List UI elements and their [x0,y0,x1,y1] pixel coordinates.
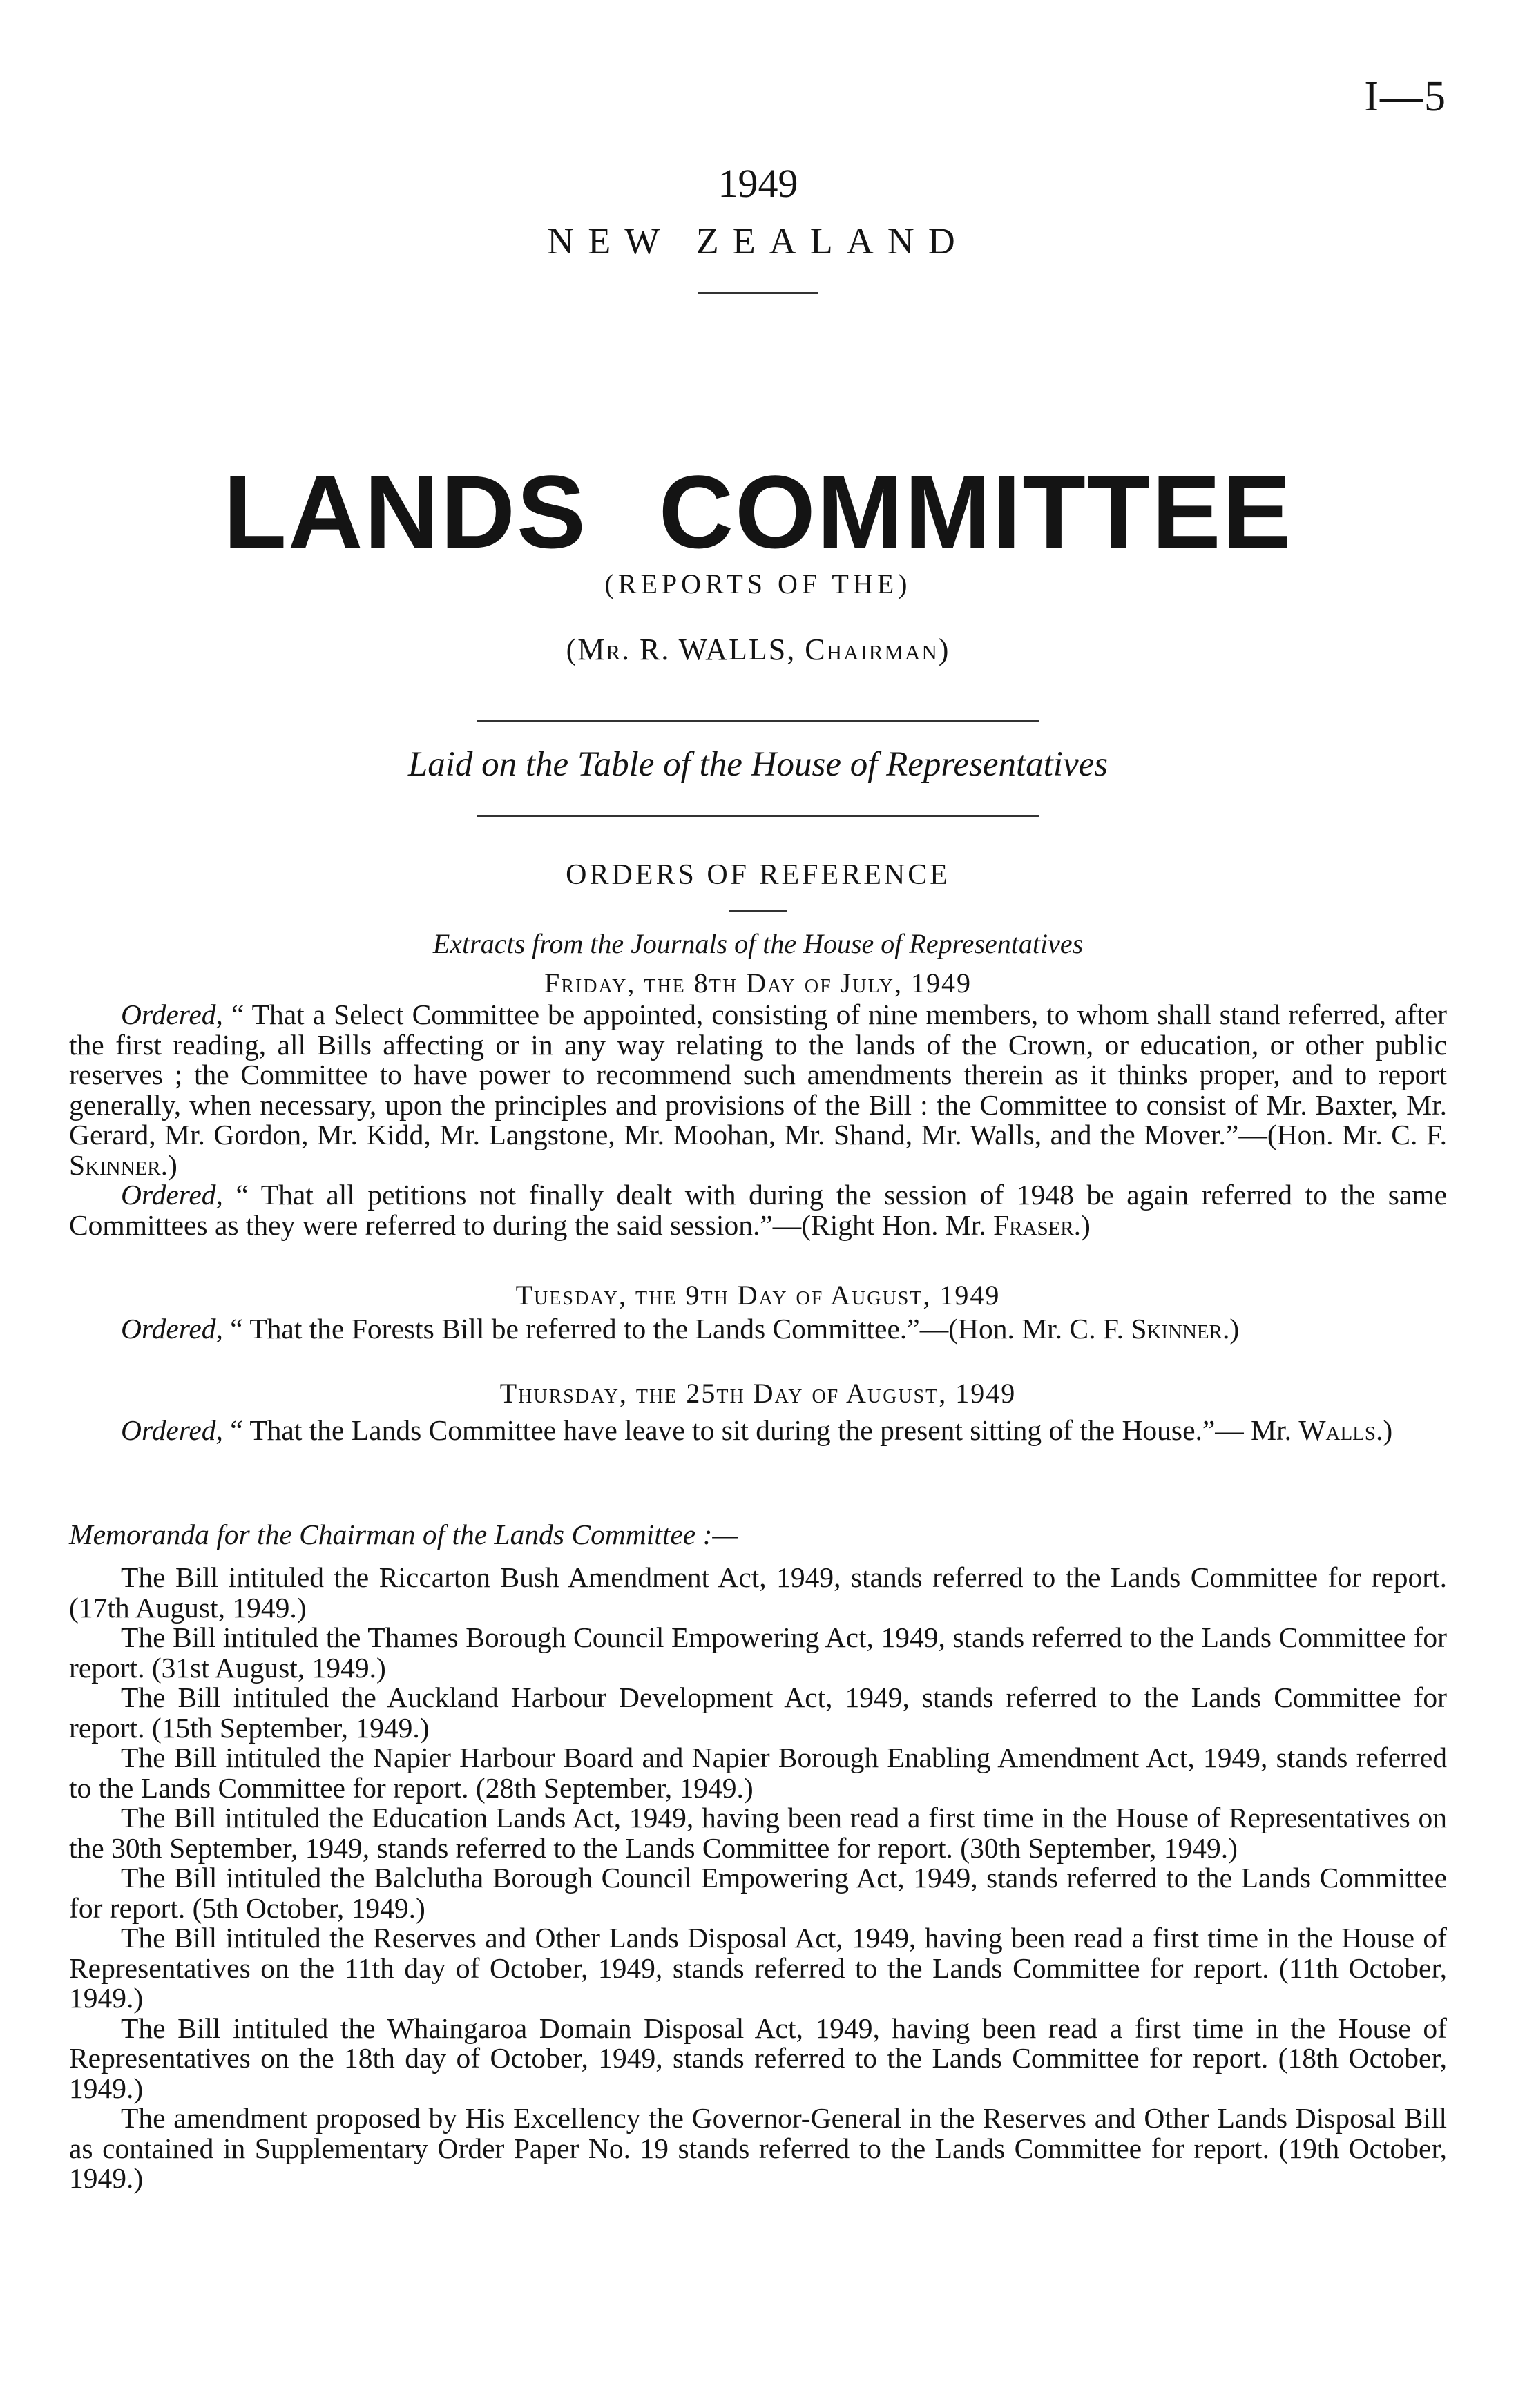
mover-name: Fraser [993,1208,1074,1241]
ordered-label: Ordered, [121,1414,223,1446]
date-heading: Thursday, the 25th Day of August, 1949 [499,1378,1017,1409]
paper-reference: I—5 [1364,73,1447,120]
mover-name: Skinner [69,1148,161,1181]
order-block [69,1000,1447,1240]
order-text: “ That all petitions not finally dealt with during the session of 1948 be again referred to the same Committees as they were referred to during the said session.”—(Right Hon. Mr. [69,1179,1447,1241]
order-block [69,1314,1447,1345]
memorandum-paragraph: The Bill intituled the Balclutha Borough Council Empowering Act, 1949, stands referred to the Lands Committee for report. (5th October, 1949.) [69,1862,1447,1924]
extracts-heading: Extracts from the Journals of the House of Representatives [432,928,1084,959]
mover-name: Walls [1298,1414,1376,1446]
order-tail: .) [1222,1313,1240,1345]
ordered-label: Ordered, [121,999,223,1030]
chairman-line: (Mr. R. WALLS, Chairman) [566,633,950,666]
memorandum-paragraph: The Bill intituled the Riccarton Bush Amendment Act, 1949, stands referred to the Lands Committee for report. (17th August, 1949.) [69,1561,1447,1624]
memorandum-paragraph: The Bill intituled the Auckland Harbour Development Act, 1949, stands referred to the Lands Committee for report. (15th September, 1949.) [69,1682,1447,1744]
ordered-label: Ordered, [121,1179,223,1211]
order-paragraph [69,1416,1447,1446]
short-divider [698,292,818,294]
divider-rule [477,720,1039,722]
mover-name: Skinner [1131,1313,1222,1345]
date-heading: Tuesday, the 9th Day of August, 1949 [515,1280,1001,1311]
memoranda-list [69,1563,1447,2194]
main-title: LANDS COMMITTEE [223,454,1293,570]
date-heading: Friday, the 8th Day of July, 1949 [544,967,972,999]
divider-rule [477,815,1039,817]
order-block [69,1416,1447,1446]
memorandum-paragraph: The amendment proposed by His Excellency the Governor-General in the Reserves and Other Lands Disposal Bill as contained in Supplementary Order Paper No. 19 stands referred to the Lands Committee for report. (19th October, 1949.) [69,2102,1447,2194]
laid-on-table-line: Laid on the Table of the House of Representatives [407,745,1109,784]
memorandum-paragraph: The Bill intituled the Education Lands Act, 1949, having been read a first time in the House of Representatives on the 30th September, 1949, stands referred to the Lands Committee for report. (30th September, 1949.) [69,1802,1447,1864]
memoranda-heading: Memoranda for the Chairman of the Lands Committee :— [69,1519,738,1550]
order-paragraph [69,1000,1447,1180]
memorandum-paragraph: The Bill intituled the Reserves and Other Lands Disposal Act, 1949, having been read a first time in the House of Representatives on the 11th day of October, 1949, stands referred to the Lands Committee for report. (11th October, 1949.) [69,1922,1447,2014]
publication-year: 1949 [718,161,798,206]
country-heading: NEW ZEALAND [547,220,969,262]
memorandum-paragraph: The Bill intituled the Whaingaroa Domain Disposal Act, 1949, having been read a first time in the House of Representatives on the 18th day of October, 1949, stands referred to the Lands Committee for report. (18th October, 1949.) [69,2012,1447,2104]
ordered-label: Ordered, [121,1313,223,1345]
subtitle: (REPORTS OF THE) [604,568,912,599]
order-text: “ That the Lands Committee have leave to sit during the present sitting of the House.”— Mr. [222,1414,1299,1446]
order-tail: .) [160,1148,177,1181]
order-text: “ That the Forests Bill be referred to the Lands Committee.”—(Hon. Mr. C. F. [222,1313,1131,1345]
memorandum-paragraph: The Bill intituled the Napier Harbour Board and Napier Borough Enabling Amendment Act, 1949, stands referred to the Lands Committee for report. (28th September, 1949.) [69,1742,1447,1804]
short-divider [729,910,787,912]
order-tail: .) [1376,1414,1393,1446]
orders-of-reference-heading: ORDERS OF REFERENCE [566,859,950,891]
order-tail: .) [1073,1208,1091,1241]
order-paragraph [69,1180,1447,1240]
order-paragraph [69,1314,1447,1345]
memorandum-paragraph: The Bill intituled the Thames Borough Council Empowering Act, 1949, stands referred to the Lands Committee for report. (31st August, 1949.) [69,1621,1447,1684]
order-text: “ That a Select Committee be appointed, consisting of nine members, to whom shall stand referred, after the first reading, all Bills affecting or in any way relating to the lands of the Crown, or education, or other public reserves ; the Committee to have power to recommend such amendments therein as it thinks proper, and to report generally, when necessary, upon the principles and provisions of the Bill : the Committee to consist of Mr. Baxter, Mr. Gerard, Mr. Gordon, Mr. Kidd, Mr. Langstone, Mr. Moohan, Mr. Shand, Mr. Walls, and the Mover.”—(Hon. Mr. C. F. [69,999,1447,1150]
